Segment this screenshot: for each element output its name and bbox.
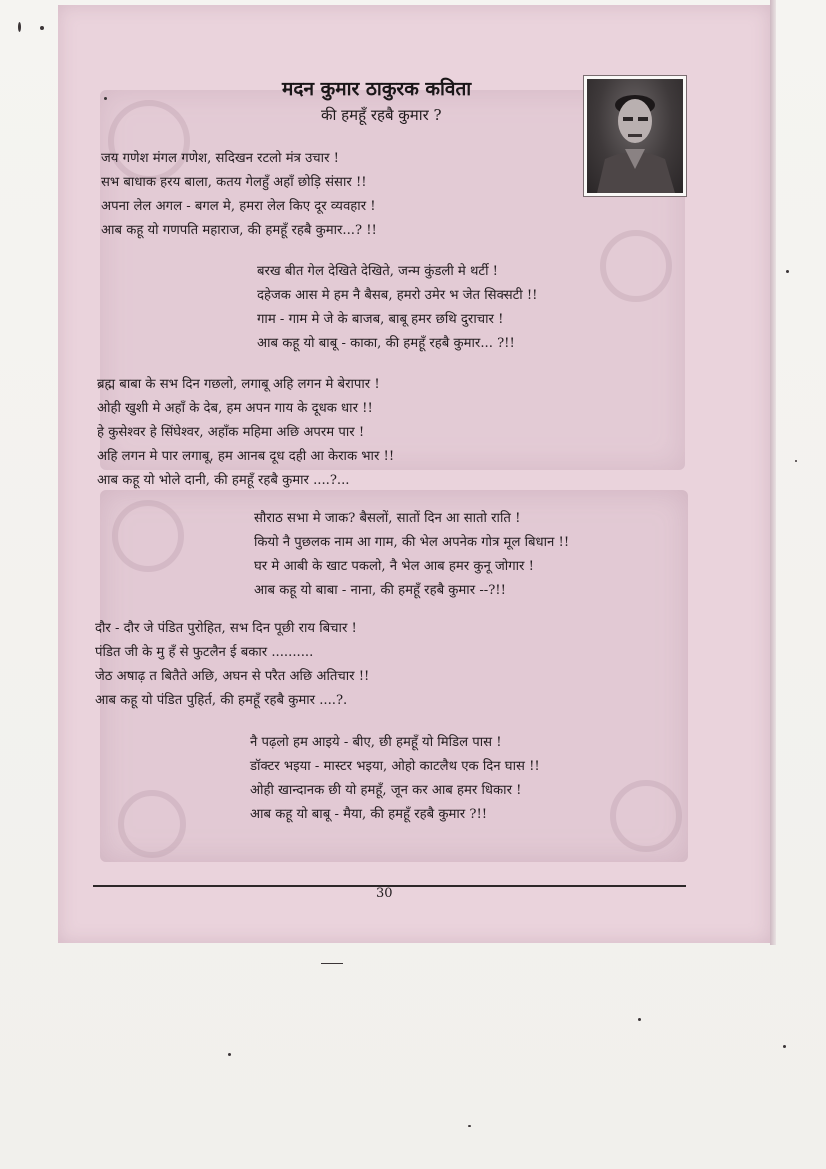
verse-line: आब कहू यो बाबू - काका, की हमहूँ रहबै कुमार... ?!! bbox=[257, 336, 515, 351]
scan-speck bbox=[228, 1053, 231, 1056]
verse-line: डॉक्टर भइया - मास्टर भइया, ओहो काटलैथ एक दिन घास !! bbox=[250, 759, 540, 774]
verse-line: नै पढ़लो हम आइये - बीए, छी हमहूँ यो मिडिल पास ! bbox=[250, 735, 502, 750]
verse-line: ब्रह्म बाबा के सभ दिन गछलो, लगाबू अहि लगन मे बेरापार ! bbox=[97, 377, 380, 392]
verse-line: अहि लगन मे पार लगाबू, हम आनब दूध दही आ केराक भार !! bbox=[97, 449, 395, 464]
decorative-swirl bbox=[118, 790, 186, 858]
verse-line: ओही खुशी मे अहाँ के देब, हम अपन गाय के दूधक धार !! bbox=[97, 401, 373, 416]
verse-line: सौराठ सभा मे जाक? बैसलों, सातों दिन आ सातो राति ! bbox=[254, 511, 521, 526]
scan-speck bbox=[638, 1018, 641, 1021]
verse-line: सभ बाधाक हरय बाला, कतय गेलहुँ अहाँ छोड़ि संसार !! bbox=[101, 175, 367, 190]
stanza-6 bbox=[250, 731, 540, 827]
stanza-4 bbox=[254, 507, 569, 603]
decorative-swirl bbox=[112, 500, 184, 572]
verse-line: आब कहू यो बाबू - मैया, की हमहूँ रहबै कुमार ?!! bbox=[250, 807, 488, 822]
verse-line: ओही खान्दानक छी यो हमहूँ, जून कर आब हमर धिकार ! bbox=[250, 783, 522, 798]
verse-line: आब कहू यो बाबा - नाना, की हमहूँ रहबै कुमार --?!! bbox=[254, 583, 506, 598]
page-edge-shadow bbox=[770, 0, 776, 945]
verse-line: गाम - गाम मे जे के बाजब, बाबू हमर छथि दुराचार ! bbox=[257, 312, 504, 327]
poem-subtitle: की हमहूँ रहबै कुमार ? bbox=[321, 106, 442, 124]
verse-line: घर मे आबी के खाट पकलो, नै भेल आब हमर कुनू जोगार ! bbox=[254, 559, 534, 574]
verse-line: दौर - दौर जे पंडित पुरोहित, सभ दिन पूछी राय बिचार ! bbox=[95, 621, 357, 636]
verse-line: हे कुसेश्वर हे सिंघेश्वर, अहाँक महिमा अछि अपरम पार ! bbox=[97, 425, 365, 440]
stanza-2 bbox=[257, 260, 537, 356]
verse-line: आब कहू यो पंडित पुहिर्त, की हमहूँ रहबै कुमार ....?. bbox=[95, 693, 348, 708]
decorative-swirl bbox=[610, 780, 682, 852]
scan-speck bbox=[786, 270, 789, 273]
verse-line: अपना लेल अगल - बगल मे, हमरा लेल किए दूर व्यवहार ! bbox=[101, 199, 376, 214]
verse-line: कियो नै पुछलक नाम आ गाम, की भेल अपनेक गोत्र मूल बिधान !! bbox=[254, 535, 570, 550]
scan-speck bbox=[783, 1045, 786, 1048]
verse-line: जय गणेश मंगल गणेश, सदिखन रटलो मंत्र उचार ! bbox=[101, 151, 339, 166]
portrait-icon bbox=[587, 79, 683, 193]
decorative-swirl bbox=[600, 230, 672, 302]
verse-line: दहेजक आस मे हम नै बैसब, हमरो उमेर भ जेत सिक्सटी !! bbox=[257, 288, 538, 303]
scan-speck bbox=[795, 460, 797, 462]
verse-line: पंडित जी के मु हँ से फुटलैन ई बकार .......... bbox=[95, 645, 314, 660]
page-number: 30 bbox=[376, 886, 393, 901]
poem-title: मदन कुमार ठाकुरक कविता bbox=[282, 78, 472, 100]
scan-speck bbox=[104, 97, 107, 100]
verse-line: बरख बीत गेल देखिते देखिते, जन्म कुंडली मे थर्टी ! bbox=[257, 264, 498, 279]
scan-speck bbox=[468, 1125, 471, 1127]
scan-speck bbox=[321, 963, 343, 964]
author-portrait-image bbox=[587, 79, 683, 193]
author-photo bbox=[584, 76, 686, 196]
scan-speck bbox=[18, 22, 21, 32]
verse-line: जेठ अषाढ़ त बितैते अछि, अघन से परैत अछि अतिचार !! bbox=[95, 669, 370, 684]
verse-line: आब कहू यो भोले दानी, की हमहूँ रहबै कुमार ....?... bbox=[97, 473, 350, 488]
scan-speck bbox=[40, 26, 44, 30]
stanza-3 bbox=[97, 373, 394, 493]
stanza-1 bbox=[101, 147, 377, 243]
stanza-5 bbox=[95, 617, 369, 713]
verse-line: आब कहू यो गणपति महाराज, की हमहूँ रहबै कुमार...? !! bbox=[101, 223, 377, 238]
